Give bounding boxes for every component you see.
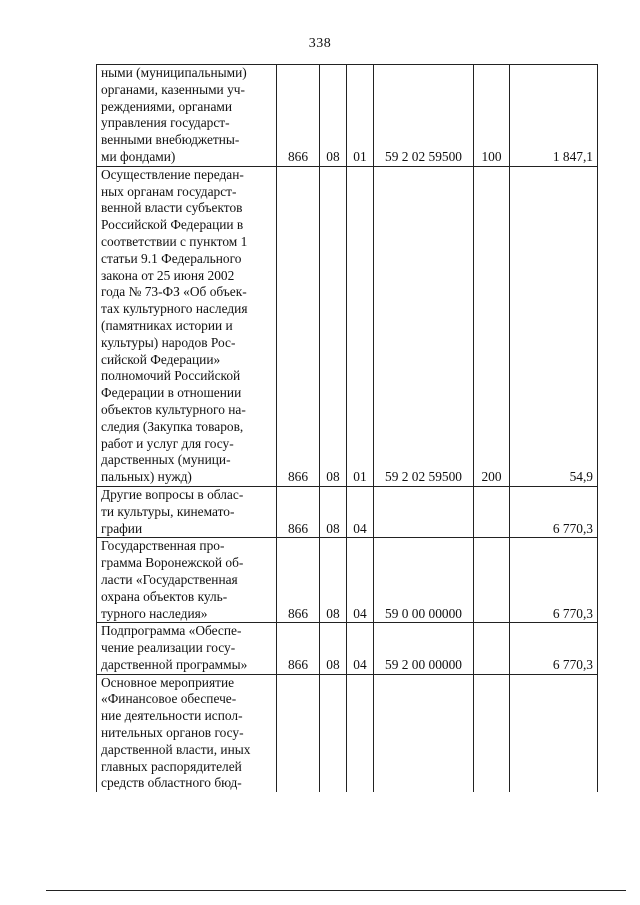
row-description: [97, 538, 277, 623]
expense-type-code: 200: [474, 166, 510, 486]
description-line: Другие вопросы в облас-: [101, 486, 244, 502]
description-line: чение реализации госу-: [101, 640, 236, 656]
row-description: [97, 623, 277, 674]
target-article-code: 59 2 02 59500: [374, 166, 474, 486]
section-code: 08: [320, 486, 347, 537]
subsection-code: 04: [347, 538, 374, 623]
ministry-code: 866: [277, 486, 320, 537]
description-line: Федерации в отношении: [101, 385, 242, 401]
description-line: турного наследия»: [101, 605, 208, 621]
subsection-code: 04: [347, 623, 374, 674]
ministry-code: 866: [277, 166, 320, 486]
subsection-code: 01: [347, 65, 374, 167]
expense-type-code: [474, 538, 510, 623]
description-line: тах культурного наследия: [101, 301, 248, 317]
table-row: [97, 538, 598, 623]
description-line: грамма Воронежской об-: [101, 555, 244, 571]
subsection-code: 04: [347, 486, 374, 537]
description-line: средств областного бюд-: [101, 775, 242, 791]
amount-value: 6 770,3: [510, 486, 598, 537]
subsection-code: 01: [347, 166, 374, 486]
ministry-code: 866: [277, 65, 320, 167]
description-line: ми фондами): [101, 148, 176, 164]
target-article-code: 59 0 00 00000: [374, 538, 474, 623]
description-line: нительных органов госу-: [101, 725, 244, 741]
table-row: [97, 65, 598, 167]
description-line: Осуществление передан-: [101, 166, 244, 182]
description-line: ласти «Государственная: [101, 571, 238, 587]
description-line: ти культуры, кинемато-: [101, 503, 235, 519]
description-line: (памятниках истории и: [101, 317, 233, 333]
description-line: соответствии с пунктом 1: [101, 233, 248, 249]
expense-type-code: [474, 486, 510, 537]
expense-type-code: [474, 623, 510, 674]
section-code: [320, 674, 347, 792]
footer-rule: [46, 890, 626, 891]
description-line: венной власти субъектов: [101, 200, 243, 216]
description-line: работ и услуг для госу-: [101, 435, 234, 451]
target-article-code: 59 2 00 00000: [374, 623, 474, 674]
description-line: Российской Федерации в: [101, 217, 244, 233]
section-code: 08: [320, 65, 347, 167]
description-line: года № 73-ФЗ «Об объек-: [101, 284, 247, 300]
description-line: закона от 25 июня 2002: [101, 267, 235, 283]
description-line: ных органам государст-: [101, 183, 237, 199]
row-description: [97, 674, 277, 792]
expense-type-code: [474, 674, 510, 792]
description-line: «Финансовое обеспече-: [101, 691, 237, 707]
budget-table: [96, 64, 598, 792]
table-row: [97, 166, 598, 486]
table-row: [97, 486, 598, 537]
description-line: главных распорядителей: [101, 758, 242, 774]
amount-value: 1 847,1: [510, 65, 598, 167]
description-line: Государственная про-: [101, 538, 225, 554]
description-line: следия (Закупка товаров,: [101, 418, 244, 434]
description-line: ными (муниципальными): [101, 65, 247, 80]
description-line: венными внебюджетны-: [101, 132, 240, 148]
subsection-code: [347, 674, 374, 792]
ministry-code: [277, 674, 320, 792]
section-code: 08: [320, 166, 347, 486]
amount-value: 54,9: [510, 166, 598, 486]
description-line: ние деятельности испол-: [101, 708, 243, 724]
description-line: дарственной власти, иных: [101, 741, 251, 757]
row-description: [97, 166, 277, 486]
description-line: объектов культурного на-: [101, 401, 246, 417]
section-code: 08: [320, 538, 347, 623]
description-line: статьи 9.1 Федерального: [101, 250, 242, 266]
description-line: дарственной программы»: [101, 656, 248, 672]
description-line: культуры) народов Рос-: [101, 334, 236, 350]
expense-type-code: 100: [474, 65, 510, 167]
amount-value: 6 770,3: [510, 538, 598, 623]
description-line: управления государст-: [101, 115, 230, 131]
row-description: [97, 486, 277, 537]
target-article-code: 59 2 02 59500: [374, 65, 474, 167]
amount-value: 6 770,3: [510, 623, 598, 674]
target-article-code: [374, 486, 474, 537]
table-row: [97, 674, 598, 792]
description-line: охрана объектов куль-: [101, 588, 228, 604]
description-line: Подпрограмма «Обеспе-: [101, 623, 242, 639]
page-number: 338: [308, 36, 332, 51]
description-line: сийской Федерации»: [101, 351, 221, 367]
ministry-code: 866: [277, 538, 320, 623]
description-line: органами, казенными уч-: [101, 81, 245, 97]
description-line: графии: [101, 520, 143, 536]
amount-value: [510, 674, 598, 792]
description-line: полномочий Российской: [101, 368, 241, 384]
target-article-code: [374, 674, 474, 792]
description-line: реждениями, органами: [101, 98, 233, 114]
row-description: [97, 65, 277, 167]
description-line: дарственных (муници-: [101, 452, 231, 468]
description-line: Основное мероприятие: [101, 674, 235, 690]
description-line: пальных) нужд): [101, 469, 192, 485]
section-code: 08: [320, 623, 347, 674]
ministry-code: 866: [277, 623, 320, 674]
table-row: [97, 623, 598, 674]
